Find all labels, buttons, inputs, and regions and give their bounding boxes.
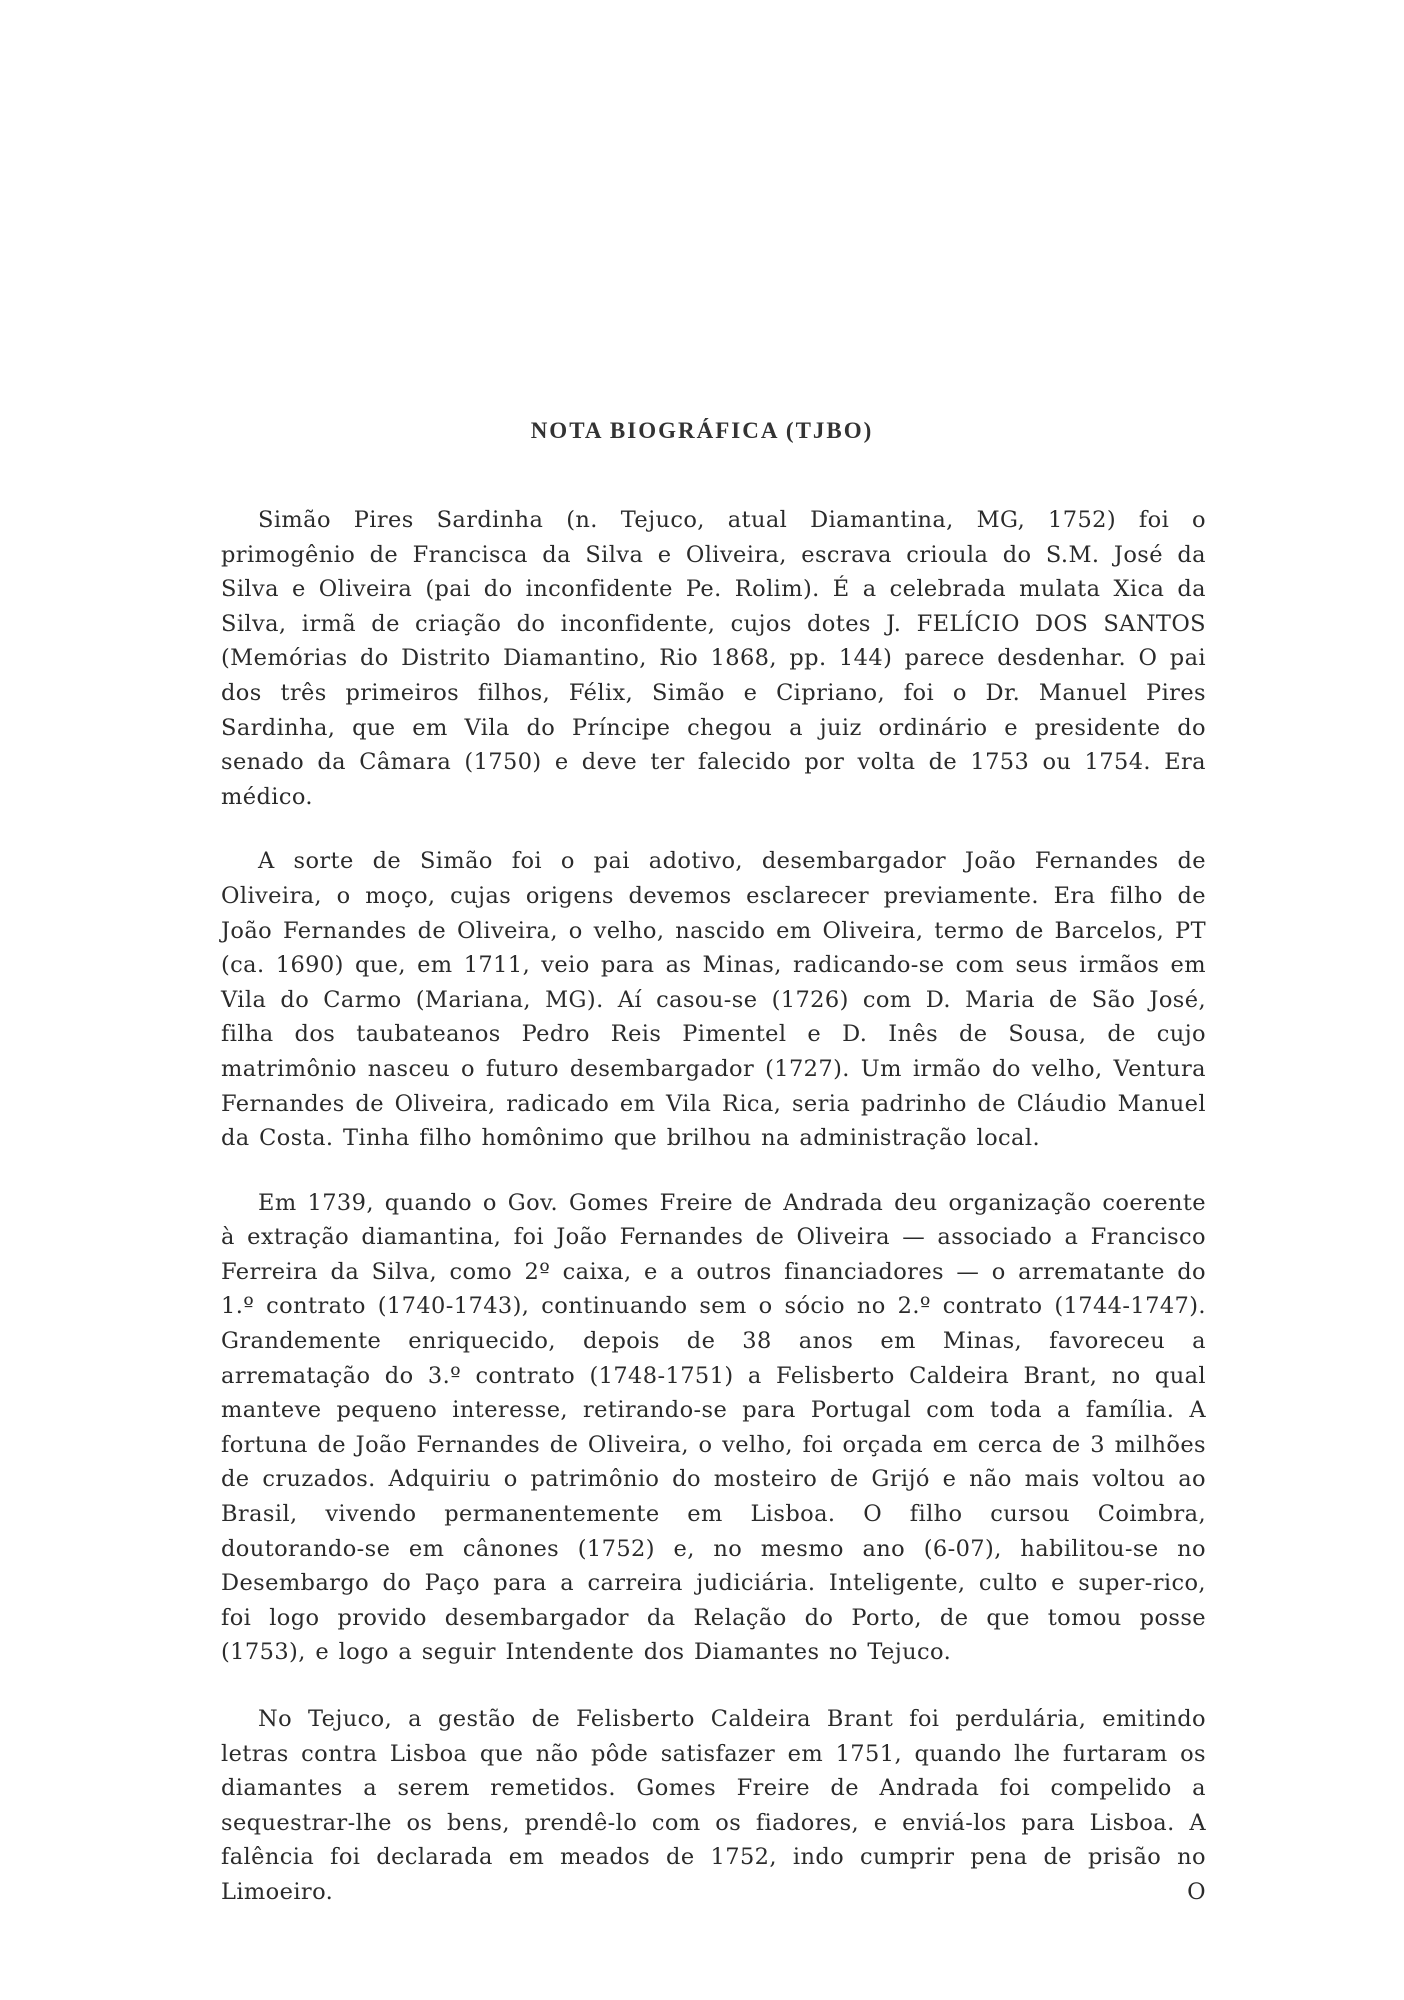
paragraph-4: No Tejuco, a gestão de Felisberto Caldeira Brant foi perdulária, emitindo letras contra Lisboa que não pôde satisfazer em 1751, quando lhe furtaram os diamantes a serem remetidos. Gomes Freire de Andrada foi compelido a sequestrar-lhe os bens, prendê-lo com os fiadores, e enviá-los para Lisboa. A falência foi declarada em meados de 1752, indo cumprir pena de prisão no Limoeiro. O [221, 1706, 1206, 1905]
page-title: NOTA BIOGRÁFICA (TJBO) [530, 418, 874, 443]
paragraph-3: Em 1739, quando o Gov. Gomes Freire de Andrada deu organização coerente à extração diamantina, foi João Fernandes de Oliveira — associado a Francisco Ferreira da Silva, como 2º caixa, e a outros financiadores — o arrematante do 1.º contrato (1740-1743), continuando sem o sócio no 2.º contrato (1744-1747). Grandemente enriquecido, depois de 38 anos em Minas, favoreceu a arrematação do 3.º contrato (1748-1751) a Felisberto Caldeira Brant, no qual manteve pequeno interesse, retirando-se para Portugal com toda a família. A fortuna de João Fernandes de Oliveira, o velho, foi orçada em cerca de 3 milhões de cruzados. Adquiriu o patrimônio do mosteiro de Grijó e não mais voltou ao Brasil, vivendo permanentemente em Lisboa. O filho cursou Coimbra, doutorando-se em cânones (1752) e, no mesmo ano (6-07), habilitou-se no Desembargo do Paço para a carreira judiciária. Inteligente, culto e super-rico, foi logo provido desembargador da Relação do Porto, de que tomou posse (1753), e logo a seguir Intendente dos Diamantes no Tejuco. [221, 1189, 1206, 1666]
body-text [221, 503, 1206, 1910]
paragraph-2: A sorte de Simão foi o pai adotivo, desembargador João Fernandes de Oliveira, o moço, cujas origens devemos esclarecer previamente. Era filho de João Fernandes de Oliveira, o velho, nascido em Oliveira, termo de Barcelos, PT (ca. 1690) que, em 1711, veio para as Minas, radicando-se com seus irmãos em Vila do Carmo (Mariana, MG). Aí casou-se (1726) com D. Maria de São José, filha dos taubateanos Pedro Reis Pimentel e D. Inês de Sousa, de cujo matrimônio nasceu o futuro desembargador (1727). Um irmão do velho, Ventura Fernandes de Oliveira, radicado em Vila Rica, seria padrinho de Cláudio Manuel da Costa. Tinha filho homônimo que brilhou na administração local. [221, 848, 1206, 1152]
paragraph-1: Simão Pires Sardinha (n. Tejuco, atual Diamantina, MG, 1752) foi o primogênio de Francisca da Silva e Oliveira, escrava crioula do S.M. José da Silva e Oliveira (pai do inconfidente Pe. Rolim). É a celebrada mulata Xica da Silva, irmã de criação do inconfidente, cujos dotes J. FELÍCIO DOS SANTOS (Memórias do Distrito Diamantino, Rio 1868, pp. 144) parece desdenhar. O pai dos três primeiros filhos, Félix, Simão e Cipriano, foi o Dr. Manuel Pires Sardinha, que em Vila do Príncipe chegou a juiz ordinário e presidente do senado da Câmara (1750) e deve ter falecido por volta de 1753 ou 1754. Era médico. [221, 507, 1206, 810]
